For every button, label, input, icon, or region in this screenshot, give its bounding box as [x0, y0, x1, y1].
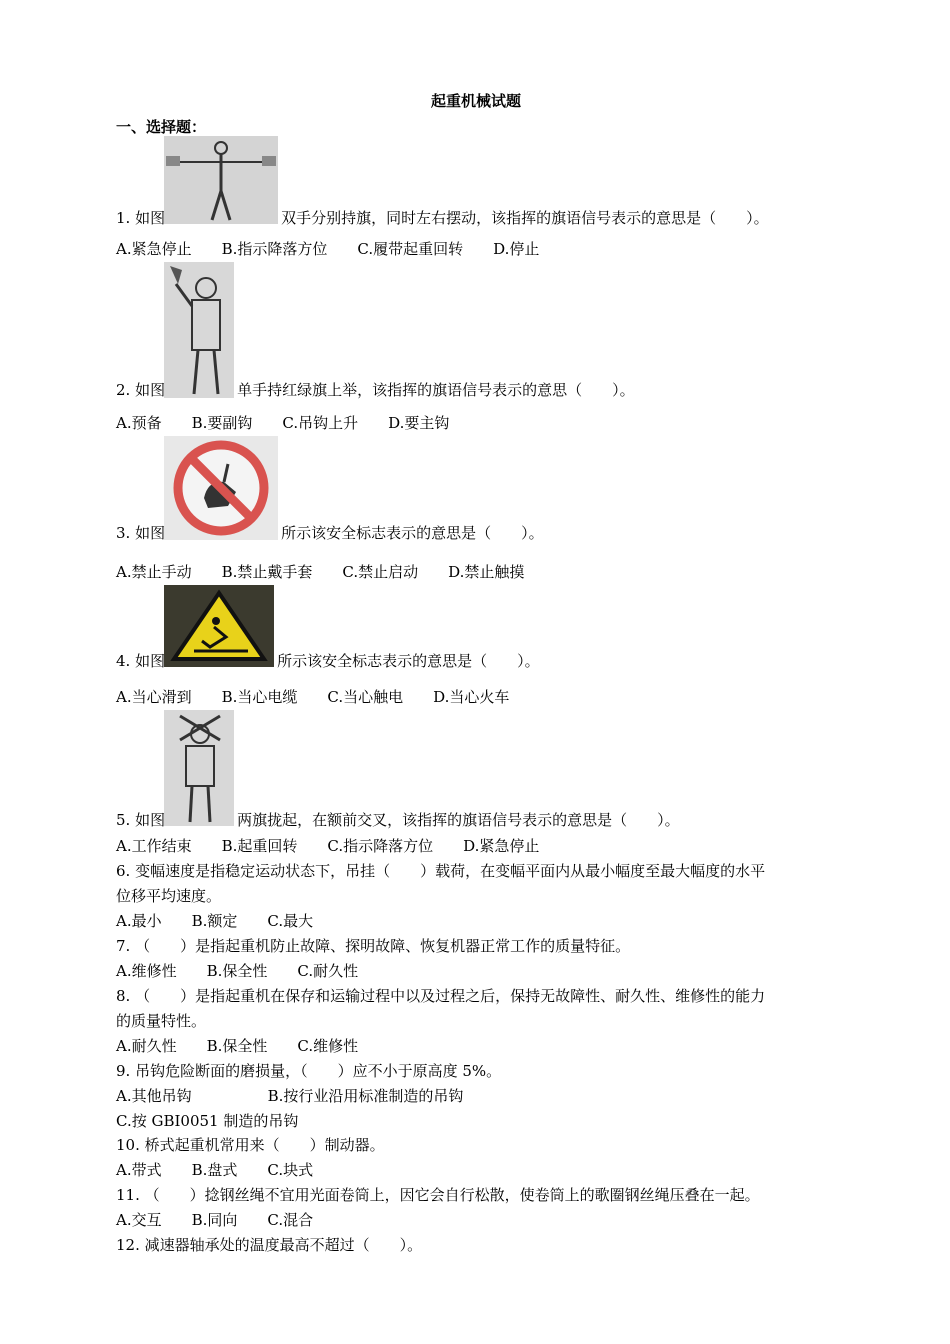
question-9: 9. 吊钩危险断面的磨损量，（ ）应不小于原高度 5%。	[116, 1062, 502, 1080]
question-number: 3. 如图	[116, 524, 166, 542]
question-3	[116, 523, 544, 543]
options-6	[116, 911, 343, 931]
option-a[interactable]: A.耐久性	[116, 1037, 177, 1055]
option-b[interactable]: B.要副钩	[191, 414, 253, 432]
question-4	[116, 651, 540, 671]
option-a[interactable]: A.交互	[116, 1211, 162, 1229]
question-text: 两旗拢起，在额前交叉，该指挥的旗语信号表示的意思是（ ）。	[237, 811, 680, 829]
option-c[interactable]: C.维修性	[297, 1037, 359, 1055]
page-title: 起重机械试题	[430, 92, 521, 110]
options-3	[116, 562, 554, 582]
question-text: 所示该安全标志表示的意思是（ ）。	[281, 524, 544, 542]
option-d[interactable]: D.当心火车	[433, 688, 510, 706]
option-c[interactable]: C.指示降落方位	[327, 837, 434, 855]
option-c[interactable]: C.块式	[267, 1161, 314, 1179]
section-heading: 一、选择题：	[116, 118, 207, 136]
options-5	[116, 836, 569, 856]
question-text: 所示该安全标志表示的意思是（ ）。	[277, 652, 540, 670]
option-a[interactable]: A.维修性	[116, 962, 177, 980]
options-7	[116, 961, 388, 981]
option-b[interactable]: B.当心电缆	[221, 688, 298, 706]
option-a[interactable]: A.其他吊钩	[116, 1087, 192, 1105]
option-b[interactable]: B.保全性	[206, 1037, 268, 1055]
question-2	[116, 380, 635, 400]
question-number: 4. 如图	[116, 652, 166, 670]
option-c[interactable]: C.耐久性	[297, 962, 359, 980]
option-a[interactable]: A.当心滑到	[116, 688, 192, 706]
options-4	[116, 687, 539, 707]
option-d[interactable]: D.停止	[493, 240, 540, 258]
flag-signal-image-5	[164, 710, 234, 826]
question-number: 2. 如图	[116, 381, 166, 399]
question-10: 10. 桥式起重机常用来（ ）制动器。	[116, 1136, 385, 1154]
options-2	[116, 413, 479, 433]
question-8-line-2: 的质量特性。	[116, 1012, 207, 1030]
option-c[interactable]: C.履带起重回转	[357, 240, 464, 258]
options-10	[116, 1160, 343, 1180]
option-a[interactable]: A.最小	[116, 912, 162, 930]
flag-signal-image-2	[164, 262, 234, 398]
option-a[interactable]: A.预备	[116, 414, 162, 432]
option-c-line[interactable]: C.按 GBI0051 制造的吊钩	[116, 1112, 299, 1130]
option-c[interactable]: C.当心触电	[327, 688, 404, 706]
option-b[interactable]: B.额定	[191, 912, 238, 930]
option-c[interactable]: C.吊钩上升	[282, 414, 359, 432]
question-7: 7. （ ）是指起重机防止故障、探明故障、恢复机器正常工作的质量特征。	[116, 937, 631, 955]
question-number: 5. 如图	[116, 811, 166, 829]
question-text: 单手持红绿旗上举，该指挥的旗语信号表示的意思（ ）。	[237, 381, 635, 399]
options-1	[116, 239, 569, 259]
question-text: 双手分别持旗，同时左右摆动，该指挥的旗语信号表示的意思是（ ）。	[281, 209, 769, 227]
option-c[interactable]: C.禁止启动	[342, 563, 419, 581]
question-6-line-2: 位移平均速度。	[116, 887, 222, 905]
question-12: 12. 减速器轴承处的温度最高不超过（ ）。	[116, 1236, 423, 1254]
option-d[interactable]: D.禁止触摸	[448, 563, 525, 581]
option-c[interactable]: C.混合	[267, 1211, 314, 1229]
option-b[interactable]: B.起重回转	[221, 837, 298, 855]
question-number: 1. 如图	[116, 209, 166, 227]
option-b[interactable]: B.同向	[191, 1211, 238, 1229]
question-5	[116, 810, 680, 830]
option-b[interactable]: B.指示降落方位	[221, 240, 328, 258]
options-9	[116, 1086, 493, 1106]
question-1	[116, 208, 769, 228]
options-8	[116, 1036, 388, 1056]
option-a[interactable]: A.紧急停止	[116, 240, 192, 258]
option-c[interactable]: C.最大	[267, 912, 314, 930]
option-a[interactable]: A.工作结束	[116, 837, 192, 855]
options-11	[116, 1210, 343, 1230]
option-b[interactable]: B.盘式	[191, 1161, 238, 1179]
question-8-line-1: 8. （ ）是指起重机在保存和运输过程中以及过程之后，保持无故障性、耐久性、维修性的能力	[116, 987, 766, 1005]
question-6-line-1: 6. 变幅速度是指稳定运动状态下，吊挂（ ）载荷，在变幅平面内从最小幅度至最大幅度的水平	[116, 862, 766, 880]
option-a[interactable]: A.带式	[116, 1161, 162, 1179]
option-b[interactable]: B.保全性	[206, 962, 268, 980]
option-d[interactable]: D.要主钩	[388, 414, 450, 432]
option-b[interactable]: B.按行业沿用标准制造的吊钩	[267, 1087, 464, 1105]
option-b[interactable]: B.禁止戴手套	[221, 563, 313, 581]
option-d[interactable]: D.紧急停止	[463, 837, 540, 855]
question-11: 11. （ ）捻钢丝绳不宜用光面卷筒上，因它会自行松散，使卷筒上的歌圈钢丝绳压叠在一起。	[116, 1186, 760, 1204]
option-a[interactable]: A.禁止手动	[116, 563, 192, 581]
